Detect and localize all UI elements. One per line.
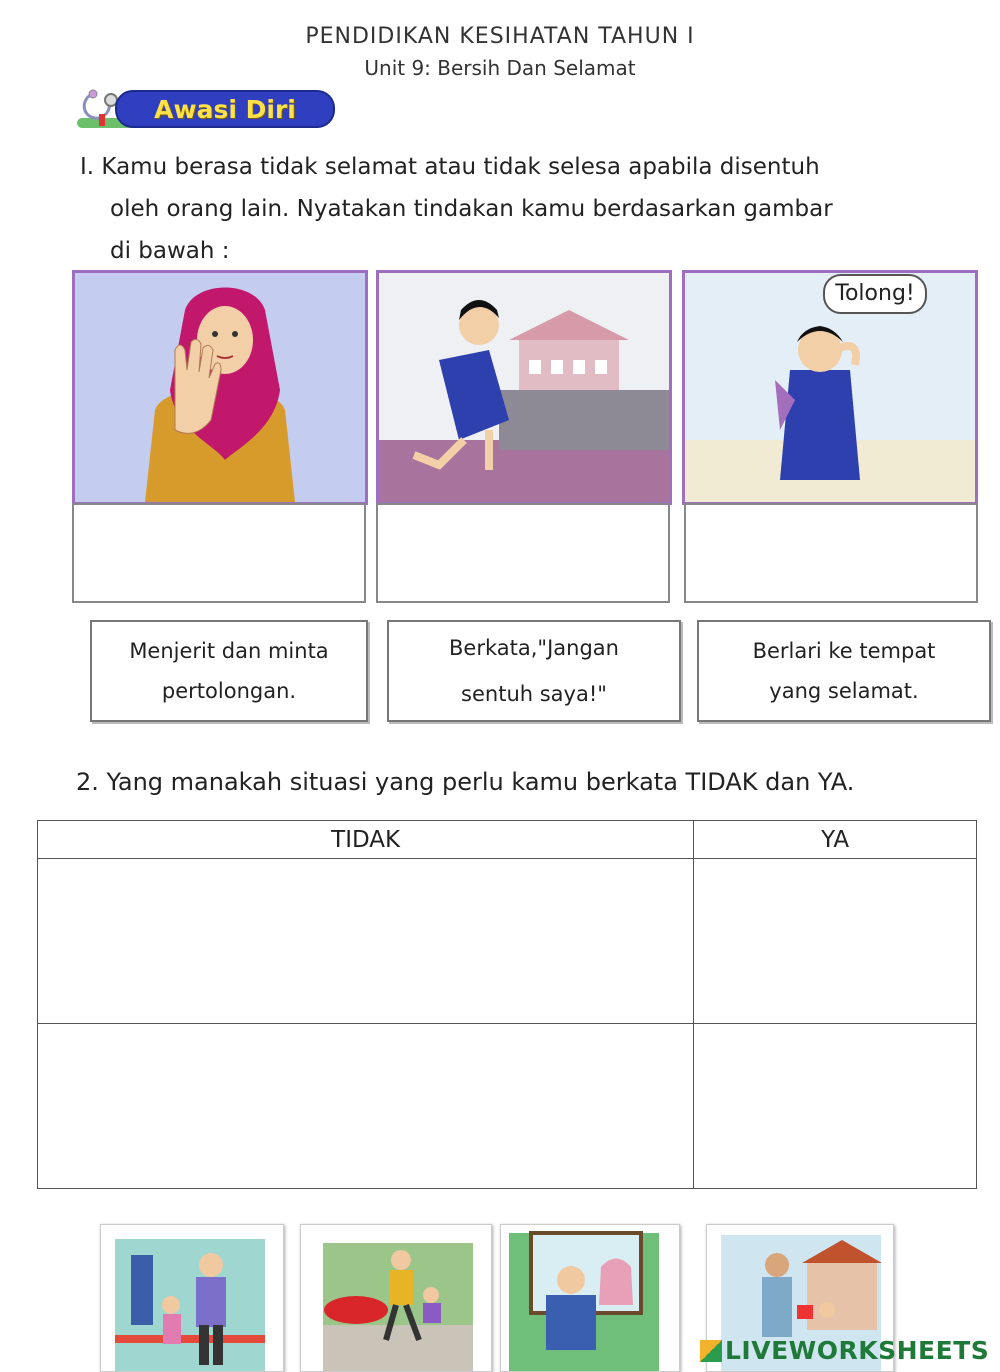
option-text-line-1: Berlari ke tempat xyxy=(752,639,936,663)
father-and-mother-illustration xyxy=(501,1225,679,1371)
girl-running-school-illustration xyxy=(379,270,669,502)
column-header-ya: YA xyxy=(694,821,977,859)
question-1-line-2: oleh orang lain. Nyatakan tindakan kamu berdasarkan gambar xyxy=(110,196,833,222)
panel-girl-shouting xyxy=(682,270,978,505)
option-text-line-1: Menjerit dan minta xyxy=(129,639,329,663)
child-with-man-illustration xyxy=(101,1225,283,1371)
question-2: 2. Yang manakah situasi yang perlu kamu berkata TIDAK dan YA. xyxy=(76,768,855,796)
panel-frame xyxy=(379,270,669,293)
liveworksheets-icon xyxy=(700,1340,722,1362)
question-1-line-3: di bawah : xyxy=(110,238,230,264)
option-berlari[interactable] xyxy=(697,620,991,722)
badge-pill xyxy=(115,90,335,128)
girl-hijab-stop-hand-illustration xyxy=(75,270,365,502)
question-1-line-1: I. Kamu berasa tidak selamat atau tidak selesa apabila disentuh xyxy=(80,154,820,180)
question-1 xyxy=(80,146,920,272)
drop-cell-ya-2[interactable] xyxy=(694,1024,977,1189)
option-text-line-1: Berkata,"Jangan xyxy=(449,636,619,660)
awasi-diri-badge xyxy=(75,88,333,128)
drop-cell-tidak-2[interactable] xyxy=(38,1024,694,1189)
man-pulling-child-illustration xyxy=(301,1225,491,1371)
thumbnail-child-with-man[interactable] xyxy=(100,1224,284,1372)
answer-drop-box-3[interactable] xyxy=(684,503,978,603)
thumbnail-man-pulling-child[interactable] xyxy=(300,1224,492,1372)
worksheet-subtitle: Unit 9: Bersih Dan Selamat xyxy=(364,56,636,80)
panel-frame xyxy=(75,270,365,293)
panel-girl-hijab xyxy=(72,270,368,505)
column-header-tidak: TIDAK xyxy=(38,821,694,859)
drop-cell-tidak-1[interactable] xyxy=(38,859,694,1024)
panel-girl-running xyxy=(376,270,672,505)
answer-drop-box-2[interactable] xyxy=(376,503,670,603)
speech-bubble-tolong: Tolong! xyxy=(823,274,927,314)
option-berkata-jangan[interactable] xyxy=(387,620,681,722)
liveworksheets-text: LIVEWORKSHEETS xyxy=(725,1336,990,1365)
option-text-line-2: sentuh saya!" xyxy=(461,682,607,706)
thumbnail-father-mother[interactable] xyxy=(500,1224,680,1372)
option-menjerit[interactable] xyxy=(90,620,368,722)
worksheet-title: PENDIDIKAN KESIHATAN TAHUN I xyxy=(305,24,695,49)
liveworksheets-logo xyxy=(700,1336,989,1365)
situation-table xyxy=(37,820,977,1189)
answer-drop-box-1[interactable] xyxy=(72,503,366,603)
option-text-line-2: pertolongan. xyxy=(161,679,297,703)
badge-label: Awasi Diri xyxy=(154,95,296,124)
drop-cell-ya-1[interactable] xyxy=(694,859,977,1024)
option-text-line-2: yang selamat. xyxy=(769,679,919,703)
